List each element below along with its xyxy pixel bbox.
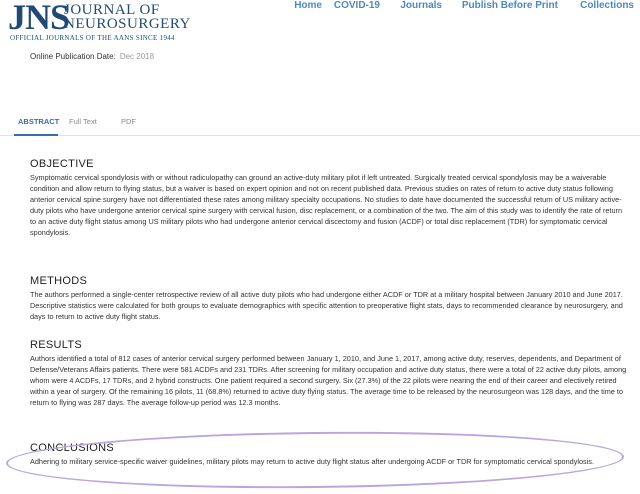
publication-date <box>30 52 154 61</box>
tab-pdf[interactable]: PDF <box>121 117 136 126</box>
active-tab-indicator <box>14 134 58 136</box>
objective-text: Symptomatic cervical spondylosis with or without radiculopathy can ground an active-duty military pilot if left untreated. Surgically treated cervical spondylosis may be a waiverable condition and allow return to flying status, but a waiver is based on expert opinion and not on recent published data. Previous studies on rates of return to active duty status following anterior cervical spine surgery have not differentiated these rates among military specialty occupations. No studies to date have documented the successful return of US military active-duty pilots who have undergone anterior cervical spine surgery with cervical fusion, disc replacement, or a combination of the two. The aim of this study was to identify the rate of return to an active duty flight status among US military pilots who had undergone anterior cervical discectomy and fusion (ACDF) or total disc replacement (TDR) for symptomatic cervical spondylosis. <box>30 173 623 237</box>
nav-home[interactable]: Home <box>294 0 322 11</box>
nav-publish-before-print[interactable]: Publish Before Print <box>461 0 558 11</box>
objective-heading: OBJECTIVE <box>30 158 94 170</box>
conclusions-heading: CONCLUSIONS <box>30 442 114 454</box>
methods-text: The authors performed a single-center retrospective review of all active duty pilots who had undergone either ACDF or TDR at a military hospital between January 2010 and June 2017. Descriptive statistics were calculated for both groups to evaluate demographics with specific attention to preoperative flight stats, days to recommended clearance by neurosurgery, and days to return to active duty flight status. <box>30 290 623 321</box>
results-heading: RESULTS <box>30 339 83 351</box>
logo-neurosurgery: NEUROSURGERY <box>64 16 191 32</box>
tab-abstract[interactable]: ABSTRACT <box>18 117 60 126</box>
logo-tagline: OFFICIAL JOURNALS OF THE AANS SINCE 1944 <box>10 34 175 42</box>
jns-logo[interactable] <box>8 0 208 44</box>
site-header <box>0 0 640 44</box>
section-results <box>30 339 630 409</box>
nav-collections[interactable]: Collections <box>580 0 634 11</box>
logo-journal-of: JOURNAL OF <box>64 2 160 18</box>
article-tabs <box>0 114 640 136</box>
section-objective <box>30 158 630 238</box>
logo-jns-letters: JNS <box>8 0 70 37</box>
publication-date-value: Dec 2018 <box>119 52 155 61</box>
section-conclusions <box>30 442 630 468</box>
section-methods <box>30 275 630 323</box>
publication-date-label: Online Publication Date: <box>30 52 116 61</box>
tabs-divider <box>0 135 640 136</box>
nav-covid-19[interactable]: COVID-19 <box>333 0 380 11</box>
results-text: Authors identified a total of 812 cases of anterior cervical surgery performed between January 1, 2010, and June 1, 2017, among active duty, reserves, dependents, and Department of Defense/Veterans Affairs patients. There were 581 ACDFs and 231 TDRs. After screening for military occupation and active duty status, there were a total of 22 active duty pilots, among whom were 4 ACDFs, 17 TDRs, and 2 hybrid constructs. One patient required a second surgery. Six (27.3%) of the 22 pilots were nearing the end of their career and electively retired within a year of surgery. Of the remaining 16 pilots, 11 (68.8%) returned to active duty flying status. The average time to be released by the neurosurgeon was 128 days, and the time to return to flying was 287 days. The average follow-up period was 12.3 months. <box>30 354 627 407</box>
conclusions-text: Adhering to military service-specific waiver guidelines, military pilots may return to active duty flight status after undergoing ACDF or TDR for symptomatic cervical spondylosis. <box>30 457 594 466</box>
tab-full-text[interactable]: Full Text <box>69 117 97 126</box>
nav-journals[interactable]: Journals <box>400 0 442 11</box>
methods-heading: METHODS <box>30 275 88 287</box>
